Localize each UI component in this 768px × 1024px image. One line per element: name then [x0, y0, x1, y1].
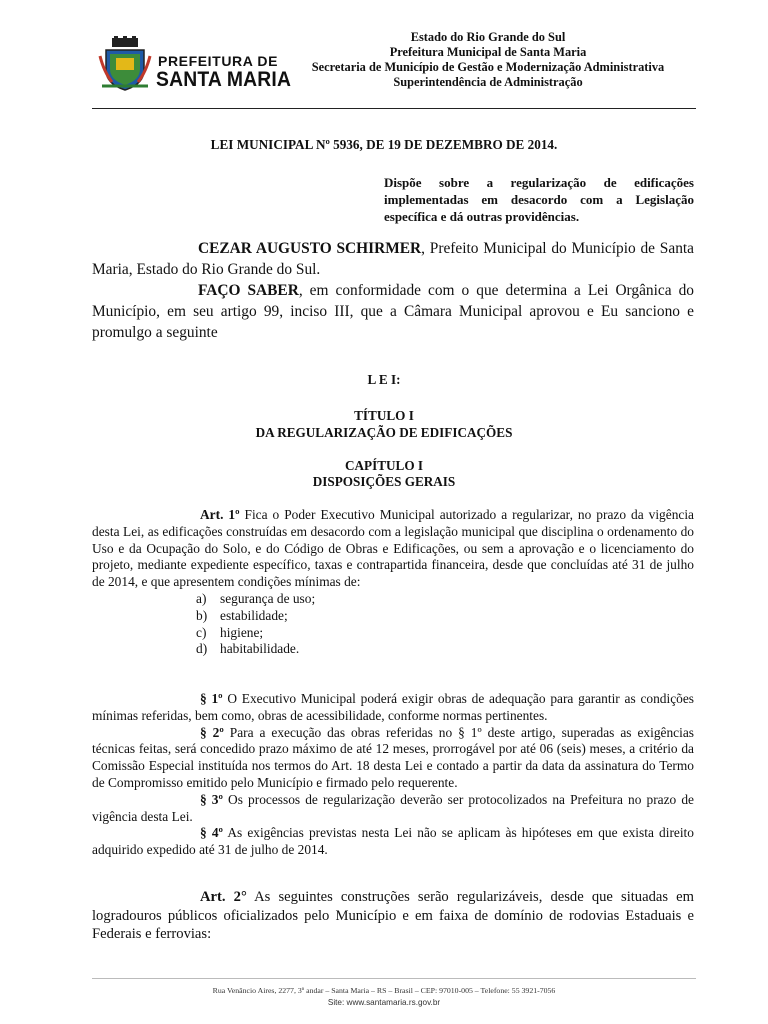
preamble-paragraph-2: [92, 280, 694, 343]
capitulo-heading: CAPÍTULO I: [344, 458, 424, 473]
header-divider: [92, 108, 696, 109]
conditions-list: [92, 591, 694, 658]
preamble-p1-text: , Prefeito Municipal do Município de Santa Maria, Estado do Rio Grande do Sul.: [92, 240, 694, 278]
preamble: [92, 238, 694, 343]
lei-heading: L E I:: [367, 372, 401, 387]
coat-of-arms-icon: [98, 36, 152, 92]
footer-site: Site: www.santamaria.rs.gov.br: [327, 998, 441, 1007]
header-text-block: [278, 30, 698, 90]
faco-saber: FAÇO SABER: [198, 282, 299, 299]
law-title: LEI MUNICIPAL Nº 5936, DE 19 DE DEZEMBRO DE 2014.: [210, 137, 558, 152]
list-item: d) habitabilidade.: [196, 641, 300, 657]
paragraph-3: § 3º Os processos de regularização deverão ser protocolizados na Prefeitura no prazo de vigência desta Lei.: [92, 791, 694, 824]
article-2-body: As seguintes construções serão regularizáveis, desde que situadas em logradouros públicos oficializados pelo Município e em faixa de domínio de rodovias Estaduais e Federais e ferrovias:: [92, 889, 694, 942]
list-item: a) segurança de uso;: [196, 590, 316, 606]
article-1-body: Fica o Poder Executivo Municipal autorizado a regularizar, no prazo da vigência desta Lei, as edificações construídas em desacordo com a legislação municipal que disciplina o ordenamento do Uso e da Ocupação do Solo, e do Código de Obras e Edificações, ou sem a aprovação e o licenciamento do projeto, mediante expediente específico, taxas e contrapartida financeira, desde que concluídas até 31 de julho de 2014, e que apresentem condições mínimas de:: [92, 507, 694, 590]
header-line-secretaria: Secretaria de Município de Gestão e Modernização Administrativa: [311, 60, 665, 74]
list-item: b) estabilidade;: [196, 607, 288, 623]
header-line-prefeitura: Prefeitura Municipal de Santa Maria: [389, 45, 587, 59]
paragraph-1: § 1º O Executivo Municipal poderá exigir obras de adequação para garantir as condições mínimas referidas, bem como, obras de acessibilidade, conforme normas pertinentes.: [92, 691, 694, 723]
article-2-label: Art. 2°: [200, 889, 247, 905]
prefeitura-logo: [98, 36, 292, 92]
mayor-name: CEZAR AUGUSTO SCHIRMER: [198, 240, 422, 257]
list-item: c) higiene;: [196, 624, 264, 640]
paragraph-4: § 4º As exigências previstas nesta Lei não se aplicam às hipóteses em que exista direito adquirido expedido até 31 de julho de 2014.: [92, 825, 694, 858]
logo-bottom-text: SANTA MARIA: [156, 68, 292, 91]
logo-top-text: PREFEITURA DE: [158, 53, 279, 69]
titulo-subheading: DA REGULARIZAÇÃO DE EDIFICAÇÕES: [255, 425, 513, 440]
law-summary: Dispõe sobre a regularização de edificações implementadas em desacordo com a Legislação específica e dá outras providências.: [384, 175, 694, 224]
article-1-text: [92, 507, 694, 591]
header-line-state: Estado do Rio Grande do Sul: [410, 30, 566, 44]
footer-address: Rua Venâncio Aires, 2277, 3º andar – Santa Maria – RS – Brasil – CEP: 97010-005 – Telefone: 55 3921-7056: [212, 986, 556, 995]
article-2: [92, 888, 694, 944]
article-2-text: [92, 888, 694, 944]
article-1: [92, 507, 694, 658]
titulo-heading: TÍTULO I: [354, 408, 414, 423]
footer-divider: [92, 978, 696, 979]
preamble-p2-text: , em conformidade com o que determina a Lei Orgânica do Município, em seu artigo 99, inciso III, que a Câmara Municipal aprovou e Eu sanciono e promulgo a seguinte: [92, 282, 694, 341]
paragraph-2: § 2º Para a execução das obras referidas no § 1º deste artigo, superadas as exigências técnicas feitas, será concedido prazo máximo de até 12 meses, prorrogável por até 06 (seis) meses, a critério da Comissão Especial instituída nos termos do Art. 18 desta Lei e contado a partir da data da assinatura do Termo de Compromisso emitido pelo Município e firmado pelo requerente.: [92, 724, 694, 790]
capitulo-subheading: DISPOSIÇÕES GERAIS: [312, 474, 456, 489]
article-1-label: Art. 1º: [200, 507, 240, 522]
header-line-superintendencia: Superintendência de Administração: [393, 75, 583, 89]
letterhead: [92, 30, 696, 108]
article-1-paragraphs: [92, 691, 694, 859]
preamble-paragraph-1: [92, 238, 694, 280]
